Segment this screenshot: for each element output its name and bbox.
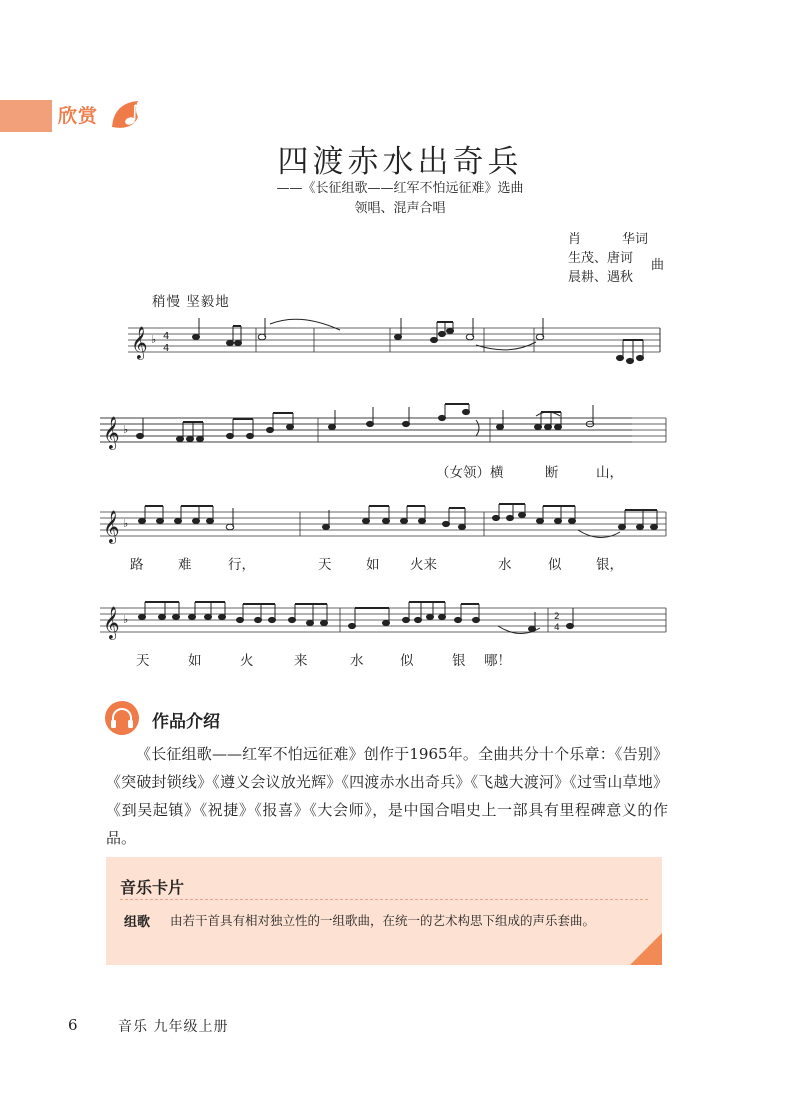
tempo-marking: 稍慢 坚毅地 — [152, 294, 230, 310]
piece-subtitle: ——《长征组歌——红军不怕远征难》选曲 — [276, 181, 524, 196]
music-card-definition: 由若干首具有相对独立性的一组歌曲，在统一的艺术构思下组成的声乐套曲。 — [170, 913, 596, 928]
lyric-s3-1: 路 — [130, 557, 144, 573]
music-card-divider — [120, 899, 648, 900]
lyric-s2-3: 山， — [596, 465, 623, 481]
lyric-s2-2: 断 — [545, 465, 559, 481]
lyric-s4-7: 银 — [452, 653, 466, 669]
lyricist-name-2: 华词 — [621, 232, 648, 247]
svg-text:♭: ♭ — [123, 517, 129, 530]
lyric-s3-2: 难 — [178, 557, 192, 573]
lyric-s4-5: 水 — [350, 653, 364, 669]
lyric-s3-6: 火来 — [410, 557, 437, 573]
lyric-s3-7: 水 — [498, 557, 512, 573]
page-number: 6 — [68, 1016, 78, 1034]
lyric-s4-2: 如 — [188, 653, 202, 669]
headphones-icon — [104, 700, 140, 736]
svg-text:♭: ♭ — [151, 333, 157, 346]
section-tag-label: 欣赏 — [58, 105, 99, 127]
svg-text:𝄞: 𝄞 — [103, 416, 120, 449]
time-sig-top: 4 — [163, 331, 170, 342]
music-card-title: 音乐卡片 — [120, 878, 185, 897]
section-heading: 作品介绍 — [152, 712, 220, 732]
composer-names: 晨耕、遇秋 — [568, 270, 634, 285]
lyric-s3-8: 似 — [548, 557, 562, 573]
book-title: 音乐 九年级上册 — [118, 1019, 229, 1035]
lyric-s4-8: 哪！ — [484, 653, 511, 669]
lyric-s3-9: 银， — [596, 557, 623, 573]
svg-text:♭: ♭ — [123, 613, 129, 626]
lyric-s3-4: 天 — [318, 557, 332, 573]
svg-text:𝄞: 𝄞 — [103, 606, 120, 639]
lyric-s4-6: 似 — [400, 653, 414, 669]
lyric-s3-3: 行， — [228, 557, 255, 573]
lyric-s3-5: 如 — [366, 557, 380, 573]
lyric-s4-4: 来 — [294, 653, 308, 669]
lyric-s4-3: 火 — [240, 653, 254, 669]
card-corner-decoration — [630, 933, 662, 965]
music-card — [106, 857, 662, 965]
svg-text:4: 4 — [554, 623, 560, 633]
svg-text:2: 2 — [554, 612, 560, 622]
svg-text:𝄞: 𝄞 — [131, 326, 148, 359]
lyric-s4-1: 天 — [136, 653, 150, 669]
lyricist-name-1: 肖 — [568, 232, 582, 247]
svg-text:𝄞: 𝄞 — [103, 510, 120, 543]
time-sig-bottom: 4 — [163, 343, 170, 354]
performance-form: 领唱、混声合唱 — [354, 201, 446, 216]
composer-suffix: 曲 — [651, 258, 665, 273]
lyric-s2-1: （女领）横 — [436, 465, 504, 481]
svg-text:♭: ♭ — [123, 423, 129, 436]
piece-title: 四渡赤水出奇兵 — [277, 144, 523, 180]
lyricist-name-3: 生茂、唐诃 — [568, 251, 634, 266]
staff-system-1 — [128, 328, 660, 352]
music-card-term: 组歌 — [124, 915, 151, 930]
intro-paragraph: 《长征组歌——红军不怕远征难》创作于1965年。全曲共分十个乐章：《告别》《突破封锁线》《遵义会议放光辉》《四渡赤水出奇兵》《飞越大渡河》《过雪山草地》《到吴起镇》《祝捷》《报喜》《大会师》，是中国合唱史上一部具有里程碑意义的作品。 — [106, 745, 668, 847]
